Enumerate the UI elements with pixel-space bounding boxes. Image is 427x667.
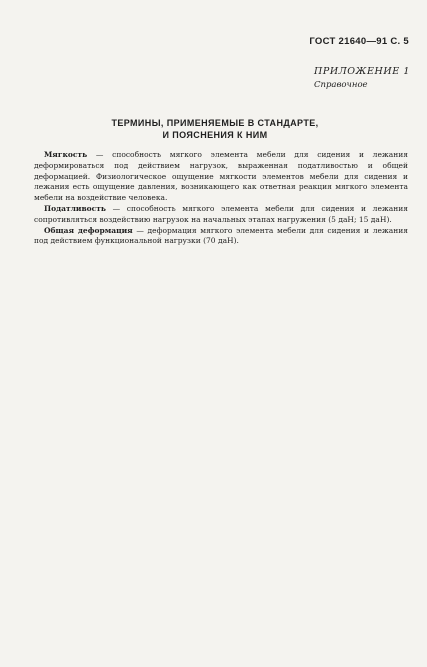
term-softness: Мягкость bbox=[44, 150, 88, 159]
definition-total-deformation: — деформация мягкого элемента мебели для сидения и лежания под действием функциональной нагрузки (70 даН). bbox=[34, 225, 408, 246]
appendix-title: ПРИЛОЖЕНИЕ 1 bbox=[314, 66, 411, 77]
term-compliance: Податливость bbox=[44, 203, 106, 213]
definition-compliance: — способность мягкого элемента мебели для сидения и лежания сопротивляться воздействию нагрузок на начальных этапах нагружения (5 даН; 15 даН). bbox=[34, 203, 408, 224]
terms-list bbox=[34, 150, 408, 247]
term-total-deformation: Общая деформация bbox=[44, 225, 133, 235]
term-entry-total-deformation bbox=[34, 226, 408, 248]
definition-softness: — способность мягкого элемента мебели для сидения и лежания деформироваться под действием нагрузок, выраженная податливостью и общей деформацией. Физиологическое ощущение мягкости элементов мебели для сидения и лежания есть ощущение давления, возникающего как ответная реакция мягкого элемента мебели на воздействие человека. bbox=[34, 150, 408, 203]
section-title-line-2: И ПОЯСНЕНИЯ К НИМ bbox=[162, 130, 268, 140]
appendix-label bbox=[314, 66, 414, 90]
section-title-line-1: ТЕРМИНЫ, ПРИМЕНЯЕМЫЕ В СТАНДАРТЕ, bbox=[111, 118, 319, 128]
section-title bbox=[60, 117, 370, 141]
appendix-subtitle: Справочное bbox=[314, 80, 368, 90]
term-entry-softness bbox=[34, 150, 408, 204]
term-entry-compliance bbox=[34, 204, 408, 226]
standard-reference: ГОСТ 21640—91 С. 5 bbox=[309, 36, 409, 47]
